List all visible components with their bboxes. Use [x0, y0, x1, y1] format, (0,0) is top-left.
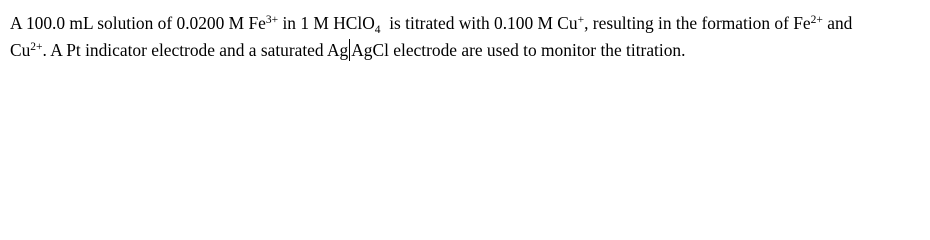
- superscript: 2+: [810, 13, 823, 26]
- text-segment: and: [822, 13, 853, 33]
- text-segment: is titrated with 0.100 M Cu: [384, 13, 578, 33]
- text-line-1: [10, 10, 922, 37]
- text-segment: , resulting in the formation of Fe: [584, 13, 811, 33]
- text-segment: in 1 M HClO: [278, 13, 375, 33]
- problem-text: [0, 0, 930, 74]
- text-segment: A 100.0 mL solution of 0.0200 M Fe: [10, 13, 266, 33]
- superscript: 3+: [265, 13, 279, 26]
- text-segment: Cu: [10, 40, 31, 60]
- text-line-2: [10, 37, 922, 64]
- text-segment: AgCl electrode are used to monitor the titration.: [351, 40, 686, 60]
- superscript: 2+: [30, 40, 43, 53]
- text-segment: . A Pt indicator electrode and a saturated Ag: [42, 40, 349, 60]
- subscript: 4: [374, 24, 381, 37]
- superscript: +: [577, 13, 585, 26]
